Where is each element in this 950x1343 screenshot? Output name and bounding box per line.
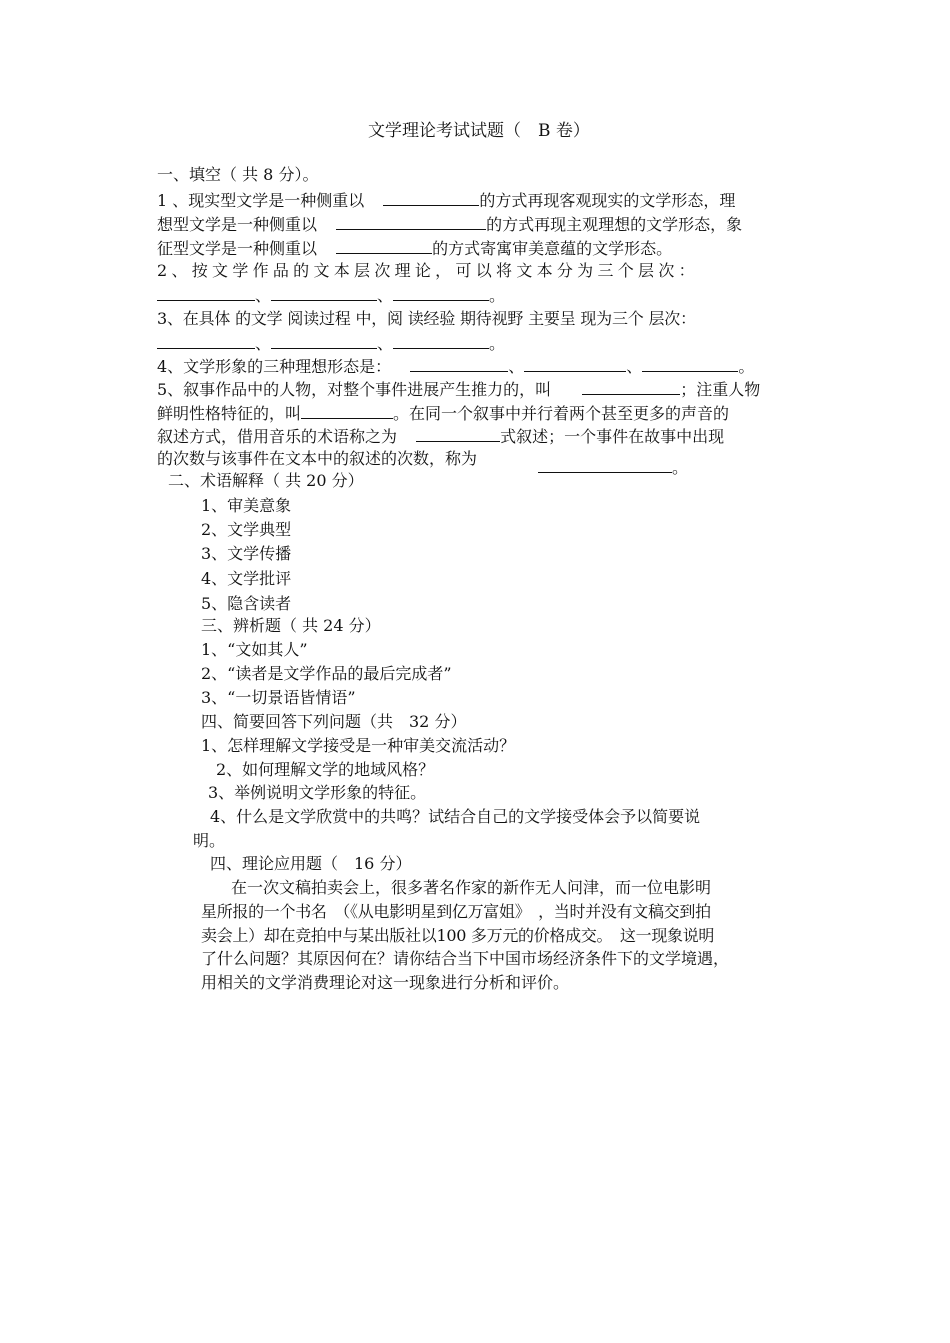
q1-text-a2: 的方式再现客观现实的文学形态，理 bbox=[479, 191, 736, 210]
section3-heading: 三、辨析题（ 共 24 分） bbox=[201, 616, 381, 635]
application-paragraph-line: 在一次文稿拍卖会上，很多著名作家的新作无人问津，而一位电影明 bbox=[231, 878, 712, 897]
q5-line4 bbox=[157, 448, 477, 470]
q4-blank-3[interactable] bbox=[642, 355, 738, 372]
q2-sep-2: 、 bbox=[377, 286, 394, 305]
discuss-item: 3、“一切景语皆情语” bbox=[201, 688, 356, 707]
q1-line2 bbox=[157, 213, 742, 236]
q3-blank-2[interactable] bbox=[271, 332, 377, 349]
q3-sep-1: 、 bbox=[255, 334, 272, 353]
q2-blanks bbox=[157, 284, 505, 307]
short-answer-item: 2、如何理解文学的地域风格？ bbox=[216, 760, 435, 779]
q4-sep-1: 、 bbox=[508, 357, 525, 376]
q5-line4-tail bbox=[538, 456, 688, 479]
q5-text-d1: 的次数与该事件在文本中的叙述的次数，称为 bbox=[157, 449, 478, 468]
short-answer-item-cont: 明。 bbox=[193, 831, 226, 850]
term-item: 2、文学典型 bbox=[201, 520, 292, 539]
short-answer-item: 4、什么是文学欣赏中的共鸣？试结合自己的文学接受体会予以简要说 bbox=[210, 807, 701, 826]
short-answer-item: 1、怎样理解文学接受是一种审美交流活动？ bbox=[201, 736, 516, 755]
page-title: 文学理论考试试题（ B 卷） bbox=[368, 121, 590, 141]
q5-text-b2: 。在同一个叙事中并行着两个甚至更多的声音的 bbox=[393, 404, 730, 423]
q1-text-c2: 的方式寄寓审美意蕴的文学形态。 bbox=[432, 239, 673, 258]
q3-blank-1[interactable] bbox=[157, 332, 255, 349]
q1-line1 bbox=[157, 189, 735, 212]
q1-line3 bbox=[157, 237, 672, 260]
section4-heading: 四、简要回答下列问题（共 32 分） bbox=[201, 712, 467, 731]
term-item: 5、隐含读者 bbox=[201, 594, 292, 613]
q2-blank-3[interactable] bbox=[393, 284, 489, 301]
q1-text-b1: 想型文学是一种侧重以 bbox=[157, 215, 318, 234]
q5-text-a2: ；注重人物 bbox=[680, 380, 761, 399]
application-paragraph-line: 卖会上）却在竞拍中与某出版社以100 多万元的价格成交。 这一现象说明 bbox=[201, 926, 715, 945]
q5-text-c2: 式叙述；一个事件在故事中出现 bbox=[500, 427, 725, 446]
q1-text-c1: 征型文学是一种侧重以 bbox=[157, 239, 318, 258]
q3-end: 。 bbox=[489, 334, 506, 353]
term-item: 1、审美意象 bbox=[201, 496, 292, 515]
section5-heading: 四、理论应用题（ 16 分） bbox=[210, 854, 412, 873]
discuss-item: 2、“读者是文学作品的最后完成者” bbox=[201, 664, 452, 683]
q4-end: 。 bbox=[738, 357, 755, 376]
q4-blank-1[interactable] bbox=[410, 355, 508, 372]
q4-blank-2[interactable] bbox=[524, 355, 626, 372]
application-paragraph-line: 星所报的一个书名 （《从电影明星到亿万富姐》 ，当时并没有文稿交到拍 bbox=[201, 902, 711, 921]
q5-line3 bbox=[157, 425, 724, 448]
q3-sep-2: 、 bbox=[377, 334, 394, 353]
q3-blank-3[interactable] bbox=[393, 332, 489, 349]
q1-text-a1: 1 、现实型文学是一种侧重以 bbox=[157, 191, 365, 210]
q5-text-a1: 5、叙事作品中的人物，对整个事件进展产生推力的，叫 bbox=[157, 380, 552, 399]
application-paragraph-line: 用相关的文学消费理论对这一现象进行分析和评价。 bbox=[201, 973, 570, 992]
q1-blank-2[interactable] bbox=[336, 213, 486, 230]
q5-blank-4[interactable] bbox=[538, 456, 672, 473]
q3-text: 3、在具体 的文学 阅读过程 中，阅 读经验 期待视野 主要呈 现为三个 层次： bbox=[157, 309, 696, 328]
section2-heading: 二、术语解释（ 共 20 分） bbox=[168, 471, 364, 490]
q2-sep-1: 、 bbox=[255, 286, 272, 305]
q5-blank-3[interactable] bbox=[416, 425, 500, 442]
short-answer-item: 3、举例说明文学形象的特征。 bbox=[208, 783, 427, 802]
q2-blank-1[interactable] bbox=[157, 284, 255, 301]
q1-blank-1[interactable] bbox=[383, 189, 479, 206]
q5-line1 bbox=[157, 378, 760, 401]
q5-line2 bbox=[157, 402, 729, 425]
term-item: 4、文学批评 bbox=[201, 569, 292, 588]
q2-end: 。 bbox=[489, 286, 506, 305]
q1-text-b2: 的方式再现主观理想的文学形态，象 bbox=[486, 215, 743, 234]
q2-text: 2 、 按 文 学 作 品 的 文 本 层 次 理 论 ， 可 以 将 文 本 分 为 三 个 层 次 ： bbox=[157, 261, 695, 280]
q5-text-d2: 。 bbox=[672, 458, 689, 477]
q1-blank-3[interactable] bbox=[336, 237, 432, 254]
q5-text-c1: 叙述方式，借用音乐的术语称之为 bbox=[157, 427, 398, 446]
q5-text-b1: 鲜明性格特征的，叫 bbox=[157, 404, 302, 423]
section1-heading: 一、填空（ 共 8 分）。 bbox=[157, 165, 319, 184]
q3-blanks bbox=[157, 332, 505, 355]
q2-blank-2[interactable] bbox=[271, 284, 377, 301]
application-paragraph-line: 了什么问题？其原因何在？请你结合当下中国市场经济条件下的文学境遇， bbox=[201, 949, 730, 968]
q4-line bbox=[157, 355, 754, 378]
q5-blank-2[interactable] bbox=[301, 402, 393, 419]
q5-blank-1[interactable] bbox=[582, 378, 680, 395]
discuss-item: 1、“文如其人” bbox=[201, 640, 308, 659]
term-item: 3、文学传播 bbox=[201, 544, 292, 563]
q4-sep-2: 、 bbox=[626, 357, 643, 376]
q4-text: 4、文学形象的三种理想形态是： bbox=[157, 357, 392, 376]
